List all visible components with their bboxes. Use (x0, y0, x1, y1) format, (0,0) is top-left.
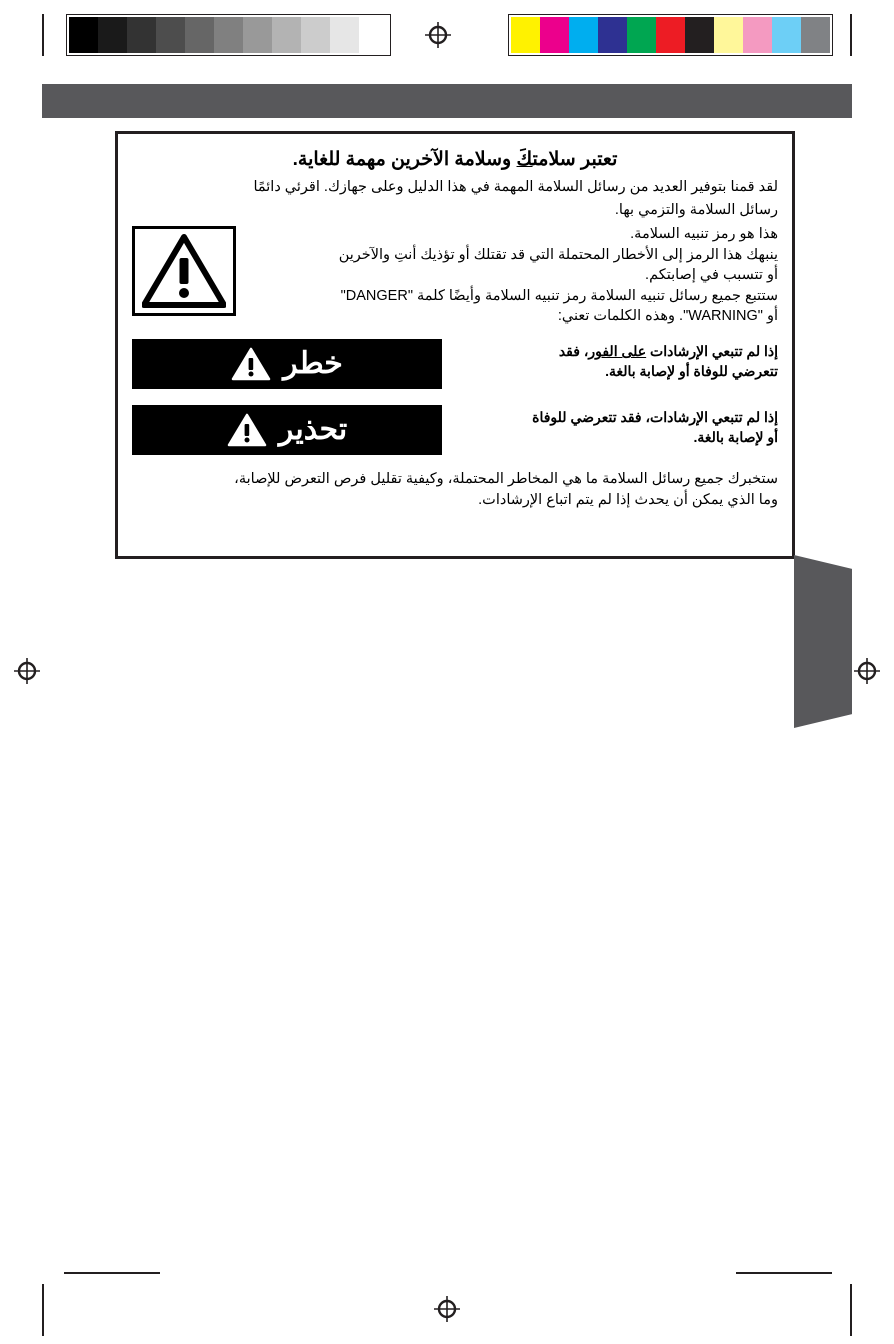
warning-triangle-icon (231, 347, 271, 381)
gray-swatch (330, 17, 359, 53)
warning-banner-text (456, 405, 778, 448)
danger-text-suffix: ، فقد (558, 343, 589, 360)
registration-target-icon (854, 658, 880, 684)
crop-line-bottom-right (850, 1284, 852, 1336)
warning-triangle-icon (132, 226, 236, 316)
danger-text-underlined: على الفور (588, 343, 647, 360)
danger-banner-text (456, 339, 778, 382)
danger-text-prefix: إذا لم تتبعي الإرشادات (646, 343, 778, 360)
color-swatch (714, 17, 743, 53)
page-title-prefix: تعتبر سلامت (532, 149, 618, 170)
color-swatch (569, 17, 598, 53)
color-swatch (540, 17, 569, 53)
color-swatch (772, 17, 801, 53)
symbol-line-3: أو تتسبب في إصابتكم. (645, 267, 778, 284)
color-swatch (743, 17, 772, 53)
safety-symbol-section (132, 224, 778, 327)
closing-line-1: ستخبرك جميع رسائل السلامة ما هي المخاطر المحتملة، وكيفية تقليل فرص التعرض للإصابة، (234, 471, 778, 488)
color-swatch (511, 17, 540, 53)
color-swatch-group (508, 14, 833, 56)
gray-swatch (301, 17, 330, 53)
danger-banner-row (132, 339, 778, 393)
color-swatch (627, 17, 656, 53)
warning-text-line-2: أو لإصابة بالغة. (693, 429, 778, 446)
safety-information-box (115, 131, 795, 559)
crop-line-right (850, 14, 852, 56)
page-title-underlined: ك (516, 149, 533, 170)
danger-text-line-1 (456, 341, 778, 361)
registration-target-icon (14, 658, 40, 684)
grayscale-swatch-group (66, 14, 391, 56)
warning-banner-row (132, 405, 778, 459)
page-title (132, 148, 778, 171)
symbol-line-4: ستتبع جميع رسائل تنبيه السلامة رمز تنبيه السلامة وأيضًا كلمة "DANGER" (340, 287, 778, 304)
crop-line-left (42, 14, 44, 56)
warning-text-line-1: إذا لم تتبعي الإرشادات، فقد تتعرضي للوفاة (532, 409, 778, 426)
page-side-tab (794, 555, 852, 728)
intro-line-2: رسائل السلامة والتزمي بها. (614, 201, 778, 218)
registration-target-icon (425, 22, 451, 48)
crop-line-bottom-left (42, 1284, 44, 1336)
danger-signal-word: خطر (283, 347, 343, 381)
gray-swatch (98, 17, 127, 53)
closing-paragraph (132, 469, 778, 510)
warning-triangle-icon (227, 413, 267, 447)
color-swatch (685, 17, 714, 53)
symbol-line-2: ينبهك هذا الرمز إلى الأخطار المحتملة التي قد تقتلك أو تؤذيك أنتِ والآخرين (338, 246, 778, 263)
crop-tick-bottom-right (736, 1272, 832, 1274)
color-swatch (801, 17, 830, 53)
color-swatch (656, 17, 685, 53)
print-calibration-strip (0, 14, 894, 58)
safety-symbol-description (248, 224, 778, 327)
registration-target-icon (434, 1296, 460, 1322)
gray-swatch (185, 17, 214, 53)
gray-swatch (156, 17, 185, 53)
gray-swatch (359, 17, 388, 53)
symbol-line-5: أو "WARNING". وهذه الكلمات تعني: (557, 308, 778, 325)
danger-banner (132, 339, 442, 389)
gray-swatch (272, 17, 301, 53)
warning-banner (132, 405, 442, 455)
warning-signal-word: تحذير (278, 413, 348, 447)
crop-tick-bottom-left (64, 1272, 160, 1274)
gray-swatch (243, 17, 272, 53)
danger-text-line-2: تتعرضي للوفاة أو لإصابة بالغة. (605, 363, 778, 380)
color-swatch (598, 17, 627, 53)
intro-line-1: لقد قمنا بتوفير العديد من رسائل السلامة المهمة في هذا الدليل وعلى جهازك. اقرئي دائمًا (253, 179, 778, 195)
page-header-bar (42, 84, 852, 118)
gray-swatch (69, 17, 98, 53)
symbol-line-1: هذا هو رمز تنبيه السلامة. (630, 226, 778, 243)
gray-swatch (214, 17, 243, 53)
closing-line-2: وما الذي يمكن أن يحدث إذا لم يتم اتباع الإرشادات. (478, 491, 778, 508)
page-title-suffix: َ وسلامة الآخرين مهمة للغاية. (292, 149, 517, 170)
gray-swatch (127, 17, 156, 53)
